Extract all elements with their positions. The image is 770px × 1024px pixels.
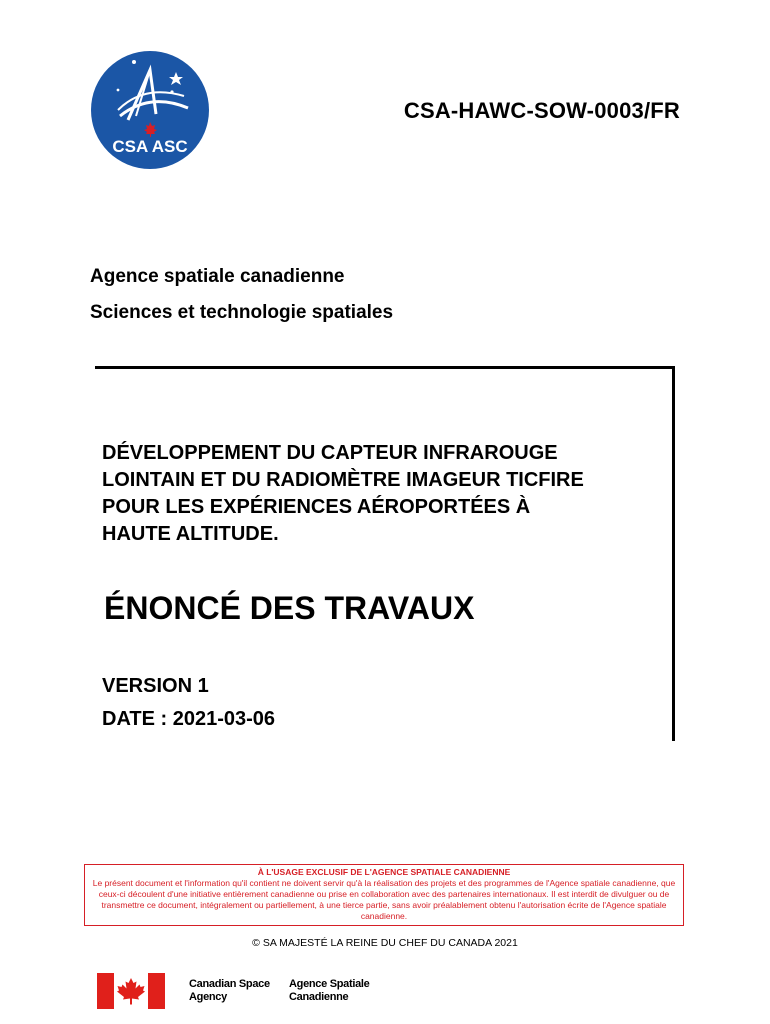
signature-french: [289, 978, 369, 1004]
usage-notice: [84, 864, 684, 926]
canada-flag-icon: [97, 973, 165, 1009]
notice-body: Le présent document et l'information qu'il contient ne doivent servir qu'à la réalisation des projets et des programmes de l'Agence spatiale canadienne, que ceux-ci découlent d'une initiative entièrement canadienne ou prise en collaboration avec des partenaires internationaux. Il est interdit de divulguer ou de transmettre ce document, intégralement ou partiellement, à une tierce partie, sans avoir préalablement obtenu l'autorisation écrite de l'Agence spatiale canadienne.: [92, 878, 676, 921]
title-line: DÉVELOPPEMENT DU CAPTEUR INFRAROUGE: [102, 442, 558, 464]
signature-fr-line2: Canadienne: [289, 991, 349, 1003]
signature-fr-line1: Agence Spatiale: [289, 978, 370, 990]
csa-asc-logo: [90, 50, 210, 170]
document-title: [102, 440, 662, 548]
notice-title: À L'USAGE EXCLUSIF DE L'AGENCE SPATIALE CANADIENNE: [257, 867, 511, 877]
document-type: ÉNONCÉ DES TRAVAUX: [104, 590, 475, 626]
organization-name: Agence spatiale canadienne: [90, 266, 345, 287]
title-line: LOINTAIN ET DU RADIOMÈTRE IMAGEUR TICFIRE: [102, 469, 584, 491]
logo-text: CSA ASC: [112, 137, 188, 156]
signature-english: [189, 978, 270, 1004]
document-id: CSA-HAWC-SOW-0003/FR: [403, 98, 680, 123]
signature-en-line2: Agency: [189, 991, 227, 1003]
document-version: VERSION 1: [102, 675, 209, 697]
signature-en-line1: Canadian Space: [189, 978, 270, 990]
organization-division: Sciences et technologie spatiales: [90, 302, 394, 323]
frame-top-rule: [95, 366, 675, 369]
title-line: HAUTE ALTITUDE.: [102, 523, 279, 545]
frame-right-rule: [672, 366, 675, 741]
title-line: POUR LES EXPÉRIENCES AÉROPORTÉES À: [102, 496, 531, 518]
copyright-line: © SA MAJESTÉ LA REINE DU CHEF DU CANADA 2021: [252, 937, 518, 949]
document-date: DATE : 2021-03-06: [102, 708, 276, 730]
